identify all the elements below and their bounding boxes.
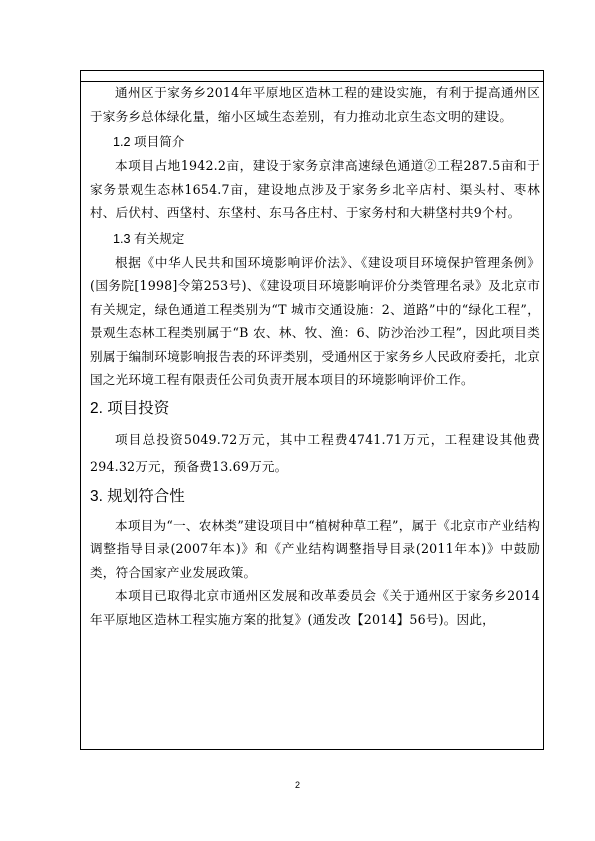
section-3-paragraph-1: 本项目为“一、农林类”建设项目中“植树种草工程”，属于《北京市产业结构调整指导目录(2007年本)》和《产业结构调整指导目录(2011年本)》中鼓励类，符合国家产业发展政策。 [90, 517, 540, 580]
section-1-3-heading: 1.3 有关规定 [113, 231, 185, 246]
page-number: 2 [294, 780, 300, 790]
section-1-2-heading: 1.2 项目简介 [113, 135, 185, 149]
section-3-paragraph-2: 本项目已取得北京市通州区发展和改革委员会《关于通州区于家务乡2014年平原地区造林工程实施方案的批复》(通发改【2014】56号)。因此， [90, 588, 540, 627]
intro-paragraph: 通州区于家务乡2014年平原地区造林工程的建设实施，有利于提高通州区于家务乡总体绿化量，缩小区域生态差别，有力推动北京生态文明的建设。 [90, 85, 540, 124]
section-2-heading: 2. 项目投资 [90, 399, 170, 417]
section-1-2-paragraph: 本项目占地1942.2亩，建设于家务京津高速绿色通道②工程287.5亩和于家务景观生态林1654.7亩，建设地点涉及于家务乡北辛店村、渠头村、枣林村、后伏村、西垡村、东垡村、东马各庄村、于家务村和大耕垡村共9个村。 [90, 158, 540, 220]
section-2-paragraph: 项目总投资5049.72万元，其中工程费4741.71万元，工程建设其他费294.32万元，预备费13.69万元。 [90, 431, 540, 474]
section-1-3-paragraph: 根据《中华人民共和国环境影响评价法》、《建设项目环境保护管理条例》(国务院[1998]令第253号)、《建设项目环境影响评价分类管理名录》及北京市有关规定，绿色通道工程类别为“T 城市交通设施：2、道路”中的“绿化工程”，景观生态林工程类别属于“B 农、林、牧、渔：6、防沙治沙工程”，因此项目类别属于编制环境影响报告表的环评类别，受通州区于家务乡人民政府委托，北京国之光环境工程有限责任公司负责开展本项目的环境影响评价工作。 [90, 254, 540, 387]
document-body [90, 81, 540, 631]
section-3-heading: 3. 规划符合性 [90, 487, 185, 505]
